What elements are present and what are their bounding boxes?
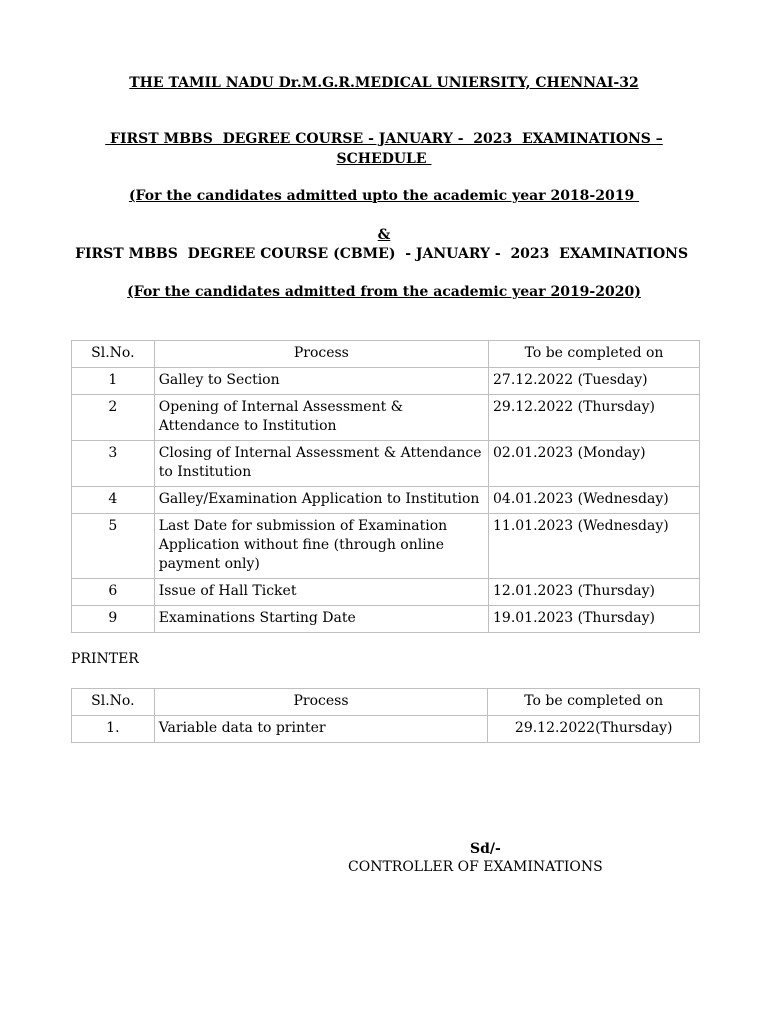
row-sl-no: 3 — [72, 441, 155, 487]
header-sl-no: Sl.No. — [72, 689, 155, 716]
row-sl-no: 1 — [72, 368, 155, 395]
row-date: 19.01.2023 (Thursday) — [489, 606, 700, 633]
candidates-note-2: (For the candidates admitted from the academic year 2019-2020) — [127, 284, 641, 300]
header-sl-no: Sl.No. — [72, 341, 155, 368]
row-process: Opening of Internal Assessment & Attendance to Institution — [154, 395, 488, 441]
row-sl-no: 4 — [72, 487, 155, 514]
ampersand: & — [377, 227, 391, 243]
schedule-table — [71, 340, 700, 633]
table-row — [72, 579, 700, 606]
course-title-line1: FIRST MBBS DEGREE COURSE - JANUARY - 2023 EXAMINATIONS – — [105, 131, 663, 147]
row-date: 04.01.2023 (Wednesday) — [489, 487, 700, 514]
row-process: Examinations Starting Date — [154, 606, 488, 633]
row-date: 02.01.2023 (Monday) — [489, 441, 700, 487]
table-row — [72, 514, 700, 579]
row-date: 29.12.2022 (Thursday) — [489, 395, 700, 441]
table-row — [72, 487, 700, 514]
printer-section-title: PRINTER — [71, 651, 139, 667]
row-sl-no: 2 — [72, 395, 155, 441]
table-row — [72, 368, 700, 395]
header-completed-on: To be completed on — [488, 689, 700, 716]
table-header-row — [72, 341, 700, 368]
row-sl-no: 6 — [72, 579, 155, 606]
course-title-cbme: FIRST MBBS DEGREE COURSE (CBME) - JANUARY - 2023 EXAMINATIONS — [75, 246, 693, 262]
table-header-row — [72, 689, 700, 716]
row-date: 11.01.2023 (Wednesday) — [489, 514, 700, 579]
row-process: Variable data to printer — [154, 716, 488, 743]
row-sl-no: 1. — [72, 716, 155, 743]
row-sl-no: 5 — [72, 514, 155, 579]
course-title-line2: SCHEDULE — [336, 151, 432, 167]
header-process: Process — [154, 689, 488, 716]
row-date: 27.12.2022 (Tuesday) — [489, 368, 700, 395]
row-date: 29.12.2022(Thursday) — [488, 716, 700, 743]
table-row — [72, 395, 700, 441]
row-process: Galley to Section — [154, 368, 488, 395]
signature-sd: Sd/- — [470, 841, 501, 857]
university-title: THE TAMIL NADU Dr.M.G.R.MEDICAL UNIERSITY, CHENNAI-32 — [129, 75, 639, 91]
row-process: Closing of Internal Assessment & Attendance to Institution — [154, 441, 488, 487]
row-process: Issue of Hall Ticket — [154, 579, 488, 606]
table-row — [72, 716, 700, 743]
candidates-note-1: (For the candidates admitted upto the academic year 2018-2019 — [128, 188, 640, 204]
row-date: 12.01.2023 (Thursday) — [489, 579, 700, 606]
row-process: Last Date for submission of Examination Application without fine (through online payment only) — [154, 514, 488, 579]
table-row — [72, 441, 700, 487]
header-completed-on: To be completed on — [489, 341, 700, 368]
printer-table — [71, 688, 700, 743]
signature-title: CONTROLLER OF EXAMINATIONS — [348, 859, 603, 875]
row-sl-no: 9 — [72, 606, 155, 633]
header-process: Process — [154, 341, 488, 368]
table-row — [72, 606, 700, 633]
row-process: Galley/Examination Application to Institution — [154, 487, 488, 514]
